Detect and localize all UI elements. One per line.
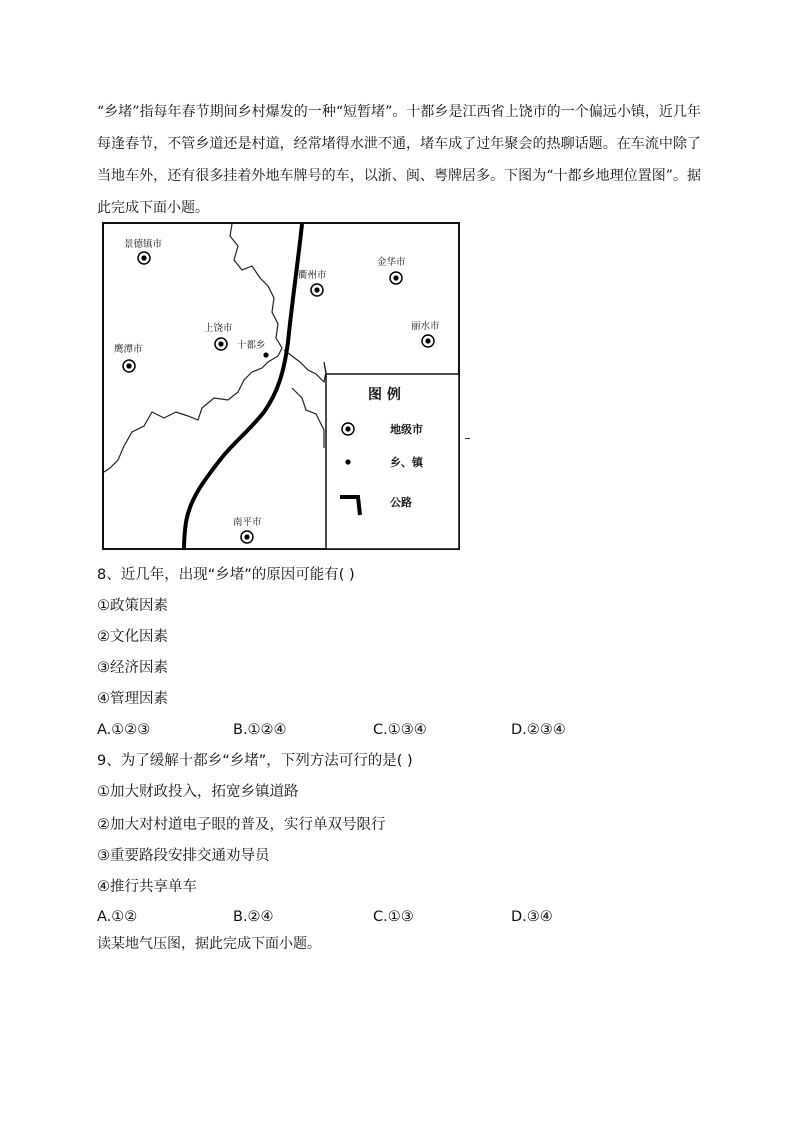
q9-option-d[interactable]: D.③④ [511, 909, 553, 925]
stray-mark [465, 438, 470, 439]
q8-item-1: ①政策因素 [97, 598, 168, 614]
label-jinhua: 金华市 [377, 257, 406, 268]
label-nanping: 南平市 [233, 517, 262, 528]
q9-item-2: ②加大对村道电子眼的普及，实行单双号限行 [97, 817, 386, 833]
legend-city-label: 地级市 [390, 423, 423, 436]
q9-option-c[interactable]: C.①③ [373, 909, 414, 925]
q8-option-d[interactable]: D.②③④ [511, 722, 566, 738]
legend-title: 图 例 [368, 387, 401, 403]
legend-road-label: 公路 [390, 496, 412, 509]
q9-item-3: ③重要路段安排交通劝导员 [97, 848, 270, 864]
label-yingtan: 鹰潭市 [114, 344, 143, 355]
q8-stem: 8、近几年，出现“乡堵”的原因可能有( ) [97, 567, 355, 583]
legend-town-label: 乡、镇 [390, 456, 423, 469]
label-shangrao: 上饶市 [204, 323, 233, 334]
q9-option-a[interactable]: A.①② [97, 909, 138, 925]
q8-item-4: ④管理因素 [97, 691, 168, 707]
q9-option-b[interactable]: B.②④ [233, 909, 274, 925]
location-map [102, 222, 462, 552]
label-quzhou: 衢州市 [298, 270, 327, 281]
label-lishui: 丽水市 [411, 321, 440, 332]
q9-item-4: ④推行共享单车 [97, 879, 197, 895]
next-question-lead: 读某地气压图，据此完成下面小题。 [97, 936, 321, 952]
q8-option-a[interactable]: A.①②③ [97, 722, 151, 738]
q8-option-c[interactable]: C.①③④ [373, 722, 427, 738]
map-legend [326, 374, 459, 549]
q9-stem: 9、为了缓解十都乡“乡堵”，下列方法可行的是( ) [97, 753, 413, 769]
q8-option-b[interactable]: B.①②④ [233, 722, 287, 738]
q8-item-3: ③经济因素 [97, 660, 168, 676]
q9-item-1: ①加大财政投入，拓宽乡镇道路 [97, 784, 299, 800]
intro-paragraph: “乡堵”指每年春节期间乡村爆发的一种“短暂堵”。十都乡是江西省上饶市的一个偏远小镇，近几年每逢春节，不管乡道还是村道，经常堵得水泄不通，堵车成了过年聚会的热聊话题。在车流中除了当地车外，还有很多挂着外地车牌号的车，以浙、闽、粤牌居多。下图为“十都乡地理位置图”。据此完成下面小题。 [97, 104, 701, 216]
label-shidu: 十都乡 [237, 340, 266, 351]
label-jingdezhen: 景德镇市 [124, 239, 163, 250]
q8-item-2: ②文化因素 [97, 629, 168, 645]
